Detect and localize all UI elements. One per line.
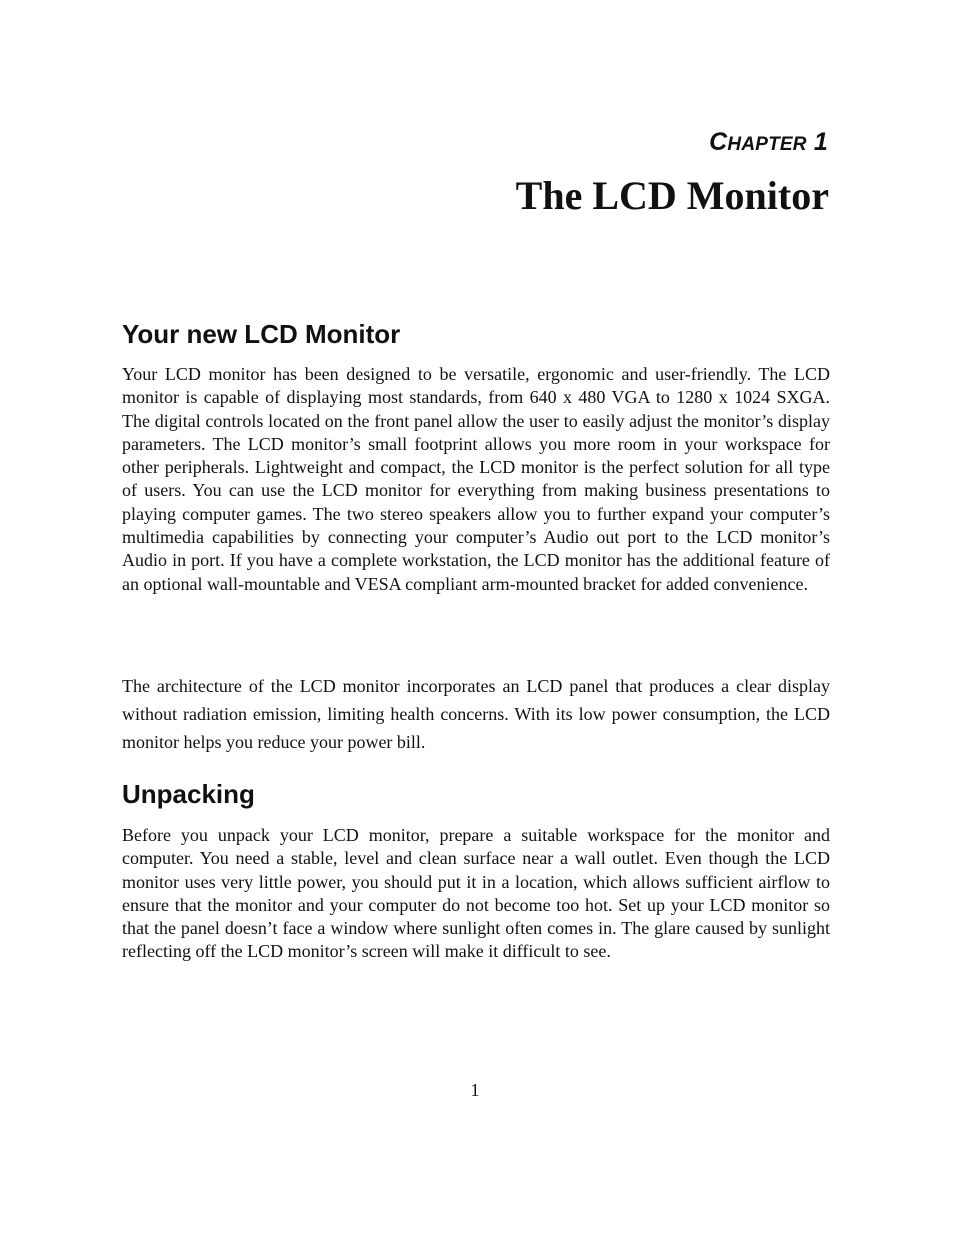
page-number: 1 <box>470 1080 480 1100</box>
paragraph-introduction: Your LCD monitor has been designed to be versatile, ergonomic and user-friendly. The LCD monitor is capable of displaying most standards, from 640 x 480 VGA to 1280 x 1024 SXGA. The digital controls located on the front panel allow the user to easily adjust the monitor’s display parameters. The LCD monitor’s small footprint allows you more room in your workspace for other peripherals. Lightweight and compact, the LCD monitor is the perfect solution for all type of users. You can use the LCD monitor for everything from making business presentations to playing computer games. The two stereo speakers allow you to further expand your computer’s multimedia capabilities by connecting your computer’s Audio out port to the LCD monitor’s Audio in port. If you have a complete workstation, the LCD monitor has the additional feature of an optional wall-mountable and VESA compliant arm-mounted bracket for added convenience. <box>122 364 830 594</box>
section-heading-your-new-lcd-monitor: Your new LCD Monitor <box>122 319 401 349</box>
chapter-label <box>709 128 828 157</box>
paragraph-architecture: The architecture of the LCD monitor incorporates an LCD panel that produces a clear display without radiation emission, limiting health concerns. With its low power consumption, the LCD monitor helps you reduce your power bill. <box>122 676 830 752</box>
section-heading-unpacking: Unpacking <box>122 779 255 809</box>
chapter-title: The LCD Monitor <box>515 173 829 218</box>
chapter-label-initial: C <box>709 128 728 156</box>
chapter-number: 1 <box>813 128 828 156</box>
chapter-label-rest: HAPTER <box>727 134 807 155</box>
paragraph-unpacking: Before you unpack your LCD monitor, prepare a suitable workspace for the monitor and computer. You need a stable, level and clean surface near a wall outlet. Even though the LCD monitor uses very little power, you should put it in a location, which allows sufficient airflow to ensure that the monitor and your computer do not become too hot. Set up your LCD monitor so that the panel doesn’t face a window where sunlight often comes in. The glare caused by sunlight reflecting off the LCD monitor’s screen will make it difficult to see. <box>122 825 830 962</box>
